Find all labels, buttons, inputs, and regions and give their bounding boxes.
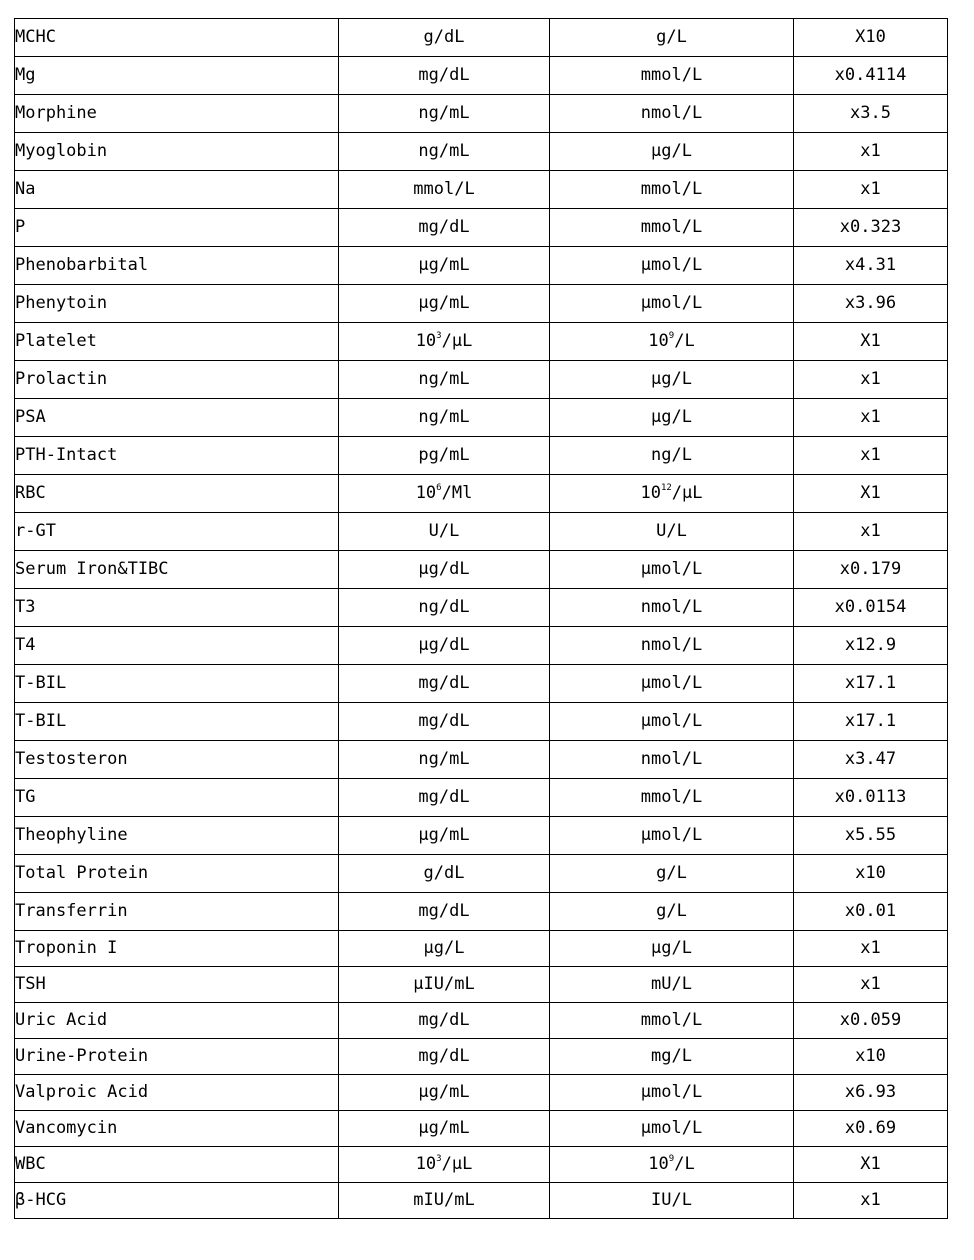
test-name-cell: r-GT <box>15 513 339 551</box>
conventional-unit-cell: mg/dL <box>339 703 550 741</box>
conventional-unit-cell: mg/dL <box>339 57 550 95</box>
test-name-cell: T-BIL <box>15 665 339 703</box>
test-name-cell: Total Protein <box>15 855 339 893</box>
conversion-factor-cell: X1 <box>794 475 948 513</box>
conversion-factor-cell: x10 <box>794 855 948 893</box>
unit-exponent: 3 <box>436 331 442 341</box>
conversion-factor-cell: x3.96 <box>794 285 948 323</box>
si-unit-cell <box>550 475 794 513</box>
conversion-factor-cell: x1 <box>794 437 948 475</box>
table-row <box>15 513 948 551</box>
test-name-cell: Urine-Protein <box>15 1039 339 1075</box>
unit-exponent: 6 <box>436 483 442 493</box>
si-unit-cell: mmol/L <box>550 1003 794 1039</box>
test-name-cell: β-HCG <box>15 1183 339 1219</box>
table-row <box>15 19 948 57</box>
test-name-cell: Phenobarbital <box>15 247 339 285</box>
conversion-factor-cell: x0.01 <box>794 893 948 931</box>
si-unit-cell: μmol/L <box>550 1111 794 1147</box>
conversion-factor-cell: x0.059 <box>794 1003 948 1039</box>
si-unit-cell: μg/L <box>550 399 794 437</box>
conventional-unit-cell: ng/mL <box>339 361 550 399</box>
test-name-cell: Transferrin <box>15 893 339 931</box>
unit-base: 10 <box>415 483 437 503</box>
conventional-unit-cell: μg/dL <box>339 627 550 665</box>
conventional-unit-cell: ng/mL <box>339 133 550 171</box>
table-row <box>15 475 948 513</box>
conversion-factor-cell: x17.1 <box>794 703 948 741</box>
conversion-factor-cell: x3.47 <box>794 741 948 779</box>
test-name-cell: Myoglobin <box>15 133 339 171</box>
conversion-factor-cell: x0.4114 <box>794 57 948 95</box>
si-unit-cell: g/L <box>550 893 794 931</box>
unit-base: 10 <box>648 1154 669 1174</box>
conventional-unit-cell: pg/mL <box>339 437 550 475</box>
conventional-unit-cell: g/dL <box>339 19 550 57</box>
test-name-cell: Theophyline <box>15 817 339 855</box>
unit-rest: /Ml <box>441 483 473 503</box>
test-name-cell: Testosteron <box>15 741 339 779</box>
conventional-unit-cell: mg/dL <box>339 779 550 817</box>
table-row <box>15 171 948 209</box>
si-unit-cell: IU/L <box>550 1183 794 1219</box>
si-unit-cell: nmol/L <box>550 589 794 627</box>
table-row <box>15 589 948 627</box>
si-unit-cell: μmol/L <box>550 665 794 703</box>
si-unit-cell: mU/L <box>550 967 794 1003</box>
conversion-factor-cell: x10 <box>794 1039 948 1075</box>
unit-rest: /L <box>674 1154 695 1174</box>
conversion-factor-cell: x17.1 <box>794 665 948 703</box>
conventional-unit-cell: μg/dL <box>339 551 550 589</box>
test-name-cell: T-BIL <box>15 703 339 741</box>
table-row <box>15 437 948 475</box>
test-name-cell: P <box>15 209 339 247</box>
unit-exponent: 9 <box>668 1154 675 1164</box>
unit-rest: /μL <box>441 1154 473 1174</box>
conventional-unit-cell: mg/dL <box>339 209 550 247</box>
unit-conversion-table <box>14 18 948 1219</box>
conventional-unit-cell: μg/mL <box>339 1111 550 1147</box>
test-name-cell: Serum Iron&TIBC <box>15 551 339 589</box>
unit-base: 10 <box>415 331 437 351</box>
table-row <box>15 893 948 931</box>
conventional-unit-cell: mg/dL <box>339 1039 550 1075</box>
table-row <box>15 361 948 399</box>
conversion-factor-cell: x1 <box>794 967 948 1003</box>
table-row <box>15 247 948 285</box>
conversion-factor-cell: x3.5 <box>794 95 948 133</box>
conventional-unit-cell: mg/dL <box>339 893 550 931</box>
table-row <box>15 1111 948 1147</box>
table-row <box>15 323 948 361</box>
table-row <box>15 285 948 323</box>
unit-rest: /L <box>674 331 695 351</box>
conventional-unit-cell <box>339 323 550 361</box>
conversion-factor-cell: x1 <box>794 133 948 171</box>
unit-base: 10 <box>415 1154 437 1174</box>
si-unit-cell: ng/L <box>550 437 794 475</box>
table-row <box>15 551 948 589</box>
test-name-cell: TSH <box>15 967 339 1003</box>
test-name-cell: TG <box>15 779 339 817</box>
test-name-cell: T3 <box>15 589 339 627</box>
unit-exponent: 3 <box>436 1154 442 1164</box>
unit-base: 10 <box>640 483 661 503</box>
test-name-cell: WBC <box>15 1147 339 1183</box>
test-name-cell: Troponin I <box>15 931 339 967</box>
table-row <box>15 703 948 741</box>
si-unit-cell: nmol/L <box>550 627 794 665</box>
table-row <box>15 817 948 855</box>
si-unit-cell: μmol/L <box>550 551 794 589</box>
test-name-cell: Platelet <box>15 323 339 361</box>
conventional-unit-cell: ng/mL <box>339 399 550 437</box>
conversion-factor-cell: X1 <box>794 1147 948 1183</box>
conversion-factor-cell: x0.323 <box>794 209 948 247</box>
conventional-unit-cell: μg/mL <box>339 247 550 285</box>
si-unit-cell: g/L <box>550 19 794 57</box>
conversion-factor-cell: X1 <box>794 323 948 361</box>
table-row <box>15 665 948 703</box>
si-unit-cell: nmol/L <box>550 95 794 133</box>
conversion-factor-cell: x6.93 <box>794 1075 948 1111</box>
conversion-factor-cell: x1 <box>794 931 948 967</box>
conversion-factor-cell: x1 <box>794 171 948 209</box>
conversion-factor-cell: x1 <box>794 513 948 551</box>
si-unit-cell: U/L <box>550 513 794 551</box>
test-name-cell: Vancomycin <box>15 1111 339 1147</box>
test-name-cell: PSA <box>15 399 339 437</box>
si-unit-cell: μmol/L <box>550 247 794 285</box>
conversion-factor-cell: x0.69 <box>794 1111 948 1147</box>
si-unit-cell: nmol/L <box>550 741 794 779</box>
table-row <box>15 209 948 247</box>
unit-rest: /μL <box>441 331 473 351</box>
conventional-unit-cell: ng/mL <box>339 95 550 133</box>
conversion-factor-cell: x0.179 <box>794 551 948 589</box>
conventional-unit-cell: mg/dL <box>339 665 550 703</box>
table-row <box>15 741 948 779</box>
conversion-factor-cell: x1 <box>794 399 948 437</box>
conventional-unit-cell: ng/mL <box>339 741 550 779</box>
conventional-unit-cell: μg/mL <box>339 1075 550 1111</box>
unit-base: 10 <box>648 331 669 351</box>
conventional-unit-cell <box>339 1147 550 1183</box>
table-row <box>15 399 948 437</box>
test-name-cell: PTH-Intact <box>15 437 339 475</box>
si-unit-cell: μg/L <box>550 361 794 399</box>
table-body <box>15 19 948 1219</box>
conventional-unit-cell: U/L <box>339 513 550 551</box>
conventional-unit-cell: μg/mL <box>339 817 550 855</box>
si-unit-cell: mmol/L <box>550 779 794 817</box>
si-unit-cell: μmol/L <box>550 1075 794 1111</box>
si-unit-cell: μg/L <box>550 931 794 967</box>
table-row <box>15 855 948 893</box>
table-row <box>15 1183 948 1219</box>
test-name-cell: Phenytoin <box>15 285 339 323</box>
si-unit-cell: mmol/L <box>550 57 794 95</box>
conversion-factor-cell: x4.31 <box>794 247 948 285</box>
table-row <box>15 133 948 171</box>
conventional-unit-cell: μg/L <box>339 931 550 967</box>
conventional-unit-cell: g/dL <box>339 855 550 893</box>
si-unit-cell: μmol/L <box>550 285 794 323</box>
table-row <box>15 967 948 1003</box>
si-unit-cell: g/L <box>550 855 794 893</box>
table-row <box>15 1003 948 1039</box>
conventional-unit-cell: mg/dL <box>339 1003 550 1039</box>
conversion-factor-cell: x0.0113 <box>794 779 948 817</box>
test-name-cell: RBC <box>15 475 339 513</box>
si-unit-cell <box>550 1147 794 1183</box>
test-name-cell: Uric Acid <box>15 1003 339 1039</box>
unit-rest: /μL <box>671 483 703 503</box>
unit-exponent: 12 <box>660 483 672 493</box>
unit-conversion-page <box>14 18 947 1219</box>
test-name-cell: Valproic Acid <box>15 1075 339 1111</box>
conventional-unit-cell: μg/mL <box>339 285 550 323</box>
test-name-cell: MCHC <box>15 19 339 57</box>
conversion-factor-cell: x1 <box>794 1183 948 1219</box>
test-name-cell: Mg <box>15 57 339 95</box>
si-unit-cell: μmol/L <box>550 703 794 741</box>
si-unit-cell <box>550 323 794 361</box>
unit-exponent: 9 <box>668 331 675 341</box>
conversion-factor-cell: x12.9 <box>794 627 948 665</box>
conventional-unit-cell: mmol/L <box>339 171 550 209</box>
table-row <box>15 931 948 967</box>
table-row <box>15 57 948 95</box>
conversion-factor-cell: X10 <box>794 19 948 57</box>
conventional-unit-cell: ng/dL <box>339 589 550 627</box>
si-unit-cell: mg/L <box>550 1039 794 1075</box>
conventional-unit-cell: mIU/mL <box>339 1183 550 1219</box>
test-name-cell: Morphine <box>15 95 339 133</box>
test-name-cell: T4 <box>15 627 339 665</box>
conventional-unit-cell: μIU/mL <box>339 967 550 1003</box>
table-row <box>15 779 948 817</box>
si-unit-cell: mmol/L <box>550 209 794 247</box>
conventional-unit-cell <box>339 475 550 513</box>
table-row <box>15 95 948 133</box>
conversion-factor-cell: x5.55 <box>794 817 948 855</box>
conversion-factor-cell: x0.0154 <box>794 589 948 627</box>
table-row <box>15 1147 948 1183</box>
si-unit-cell: μg/L <box>550 133 794 171</box>
table-row <box>15 1075 948 1111</box>
si-unit-cell: μmol/L <box>550 817 794 855</box>
conversion-factor-cell: x1 <box>794 361 948 399</box>
test-name-cell: Prolactin <box>15 361 339 399</box>
test-name-cell: Na <box>15 171 339 209</box>
table-row <box>15 1039 948 1075</box>
si-unit-cell: mmol/L <box>550 171 794 209</box>
table-row <box>15 627 948 665</box>
